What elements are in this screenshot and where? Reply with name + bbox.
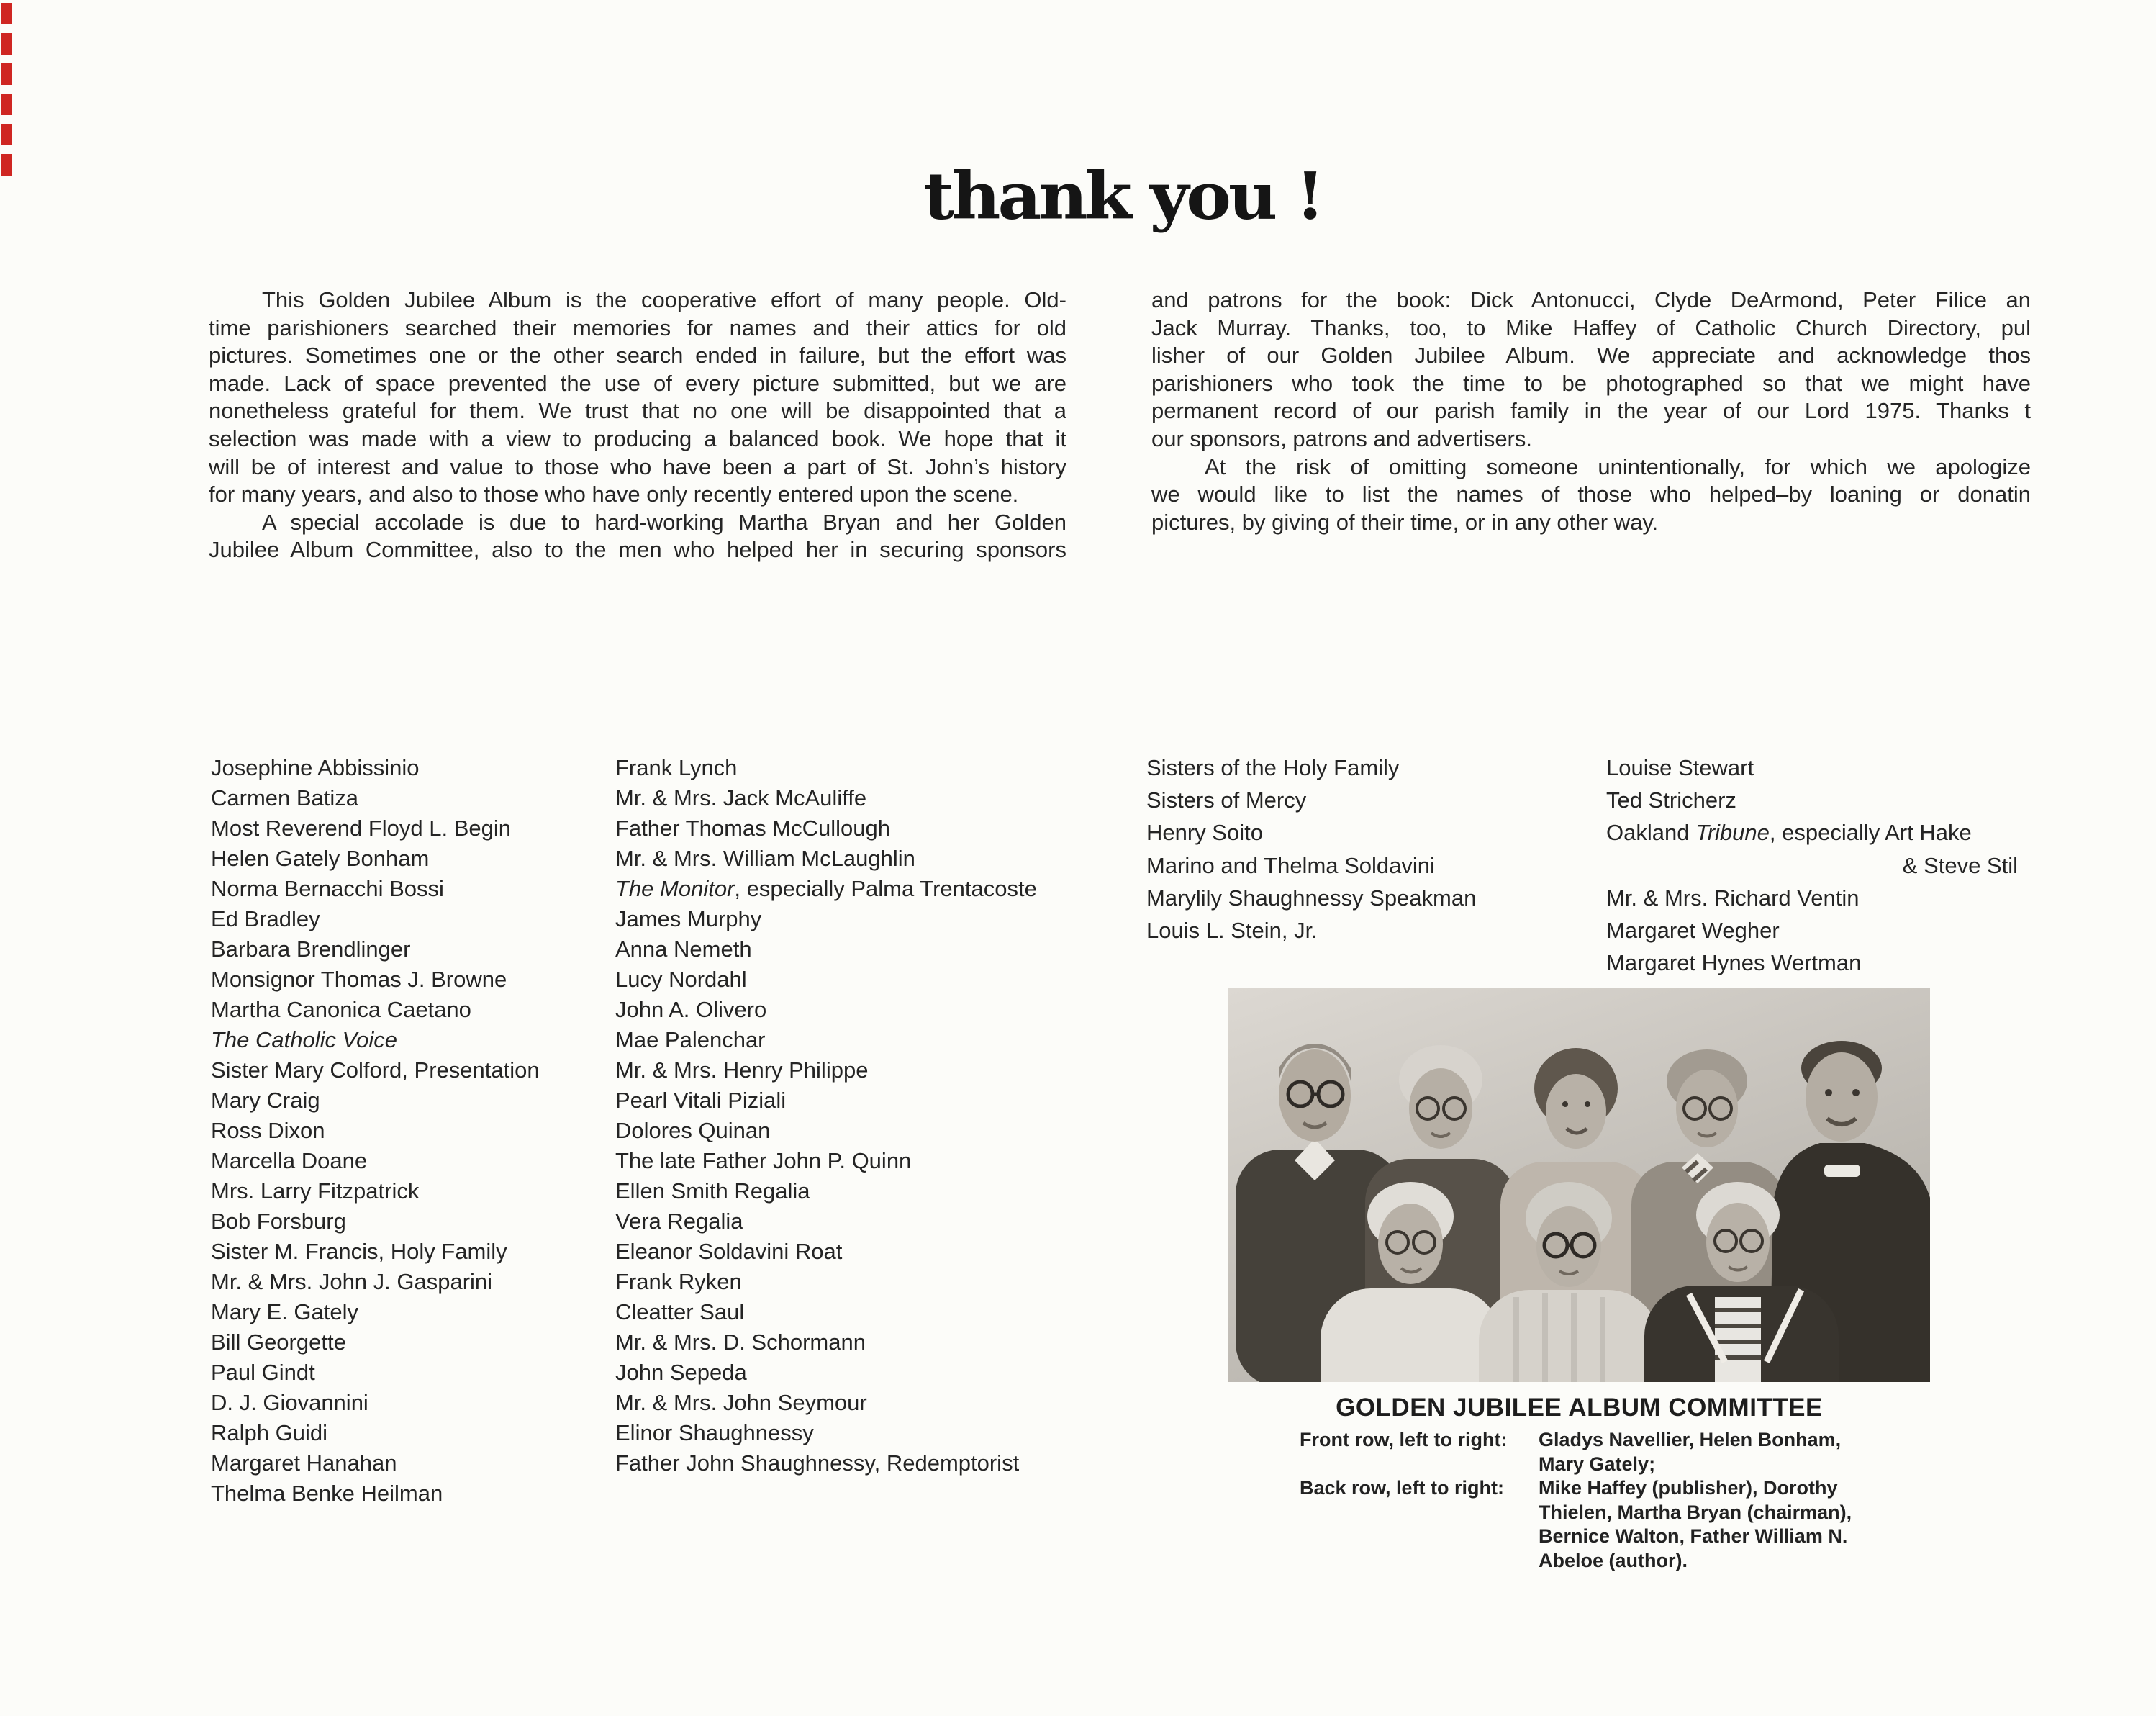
list-item-name: Pearl Vitali Piziali: [615, 1088, 787, 1113]
caption-row-label: Back row, left to right:: [1300, 1477, 1505, 1499]
list-item-name: Ellen Smith Regalia: [615, 1178, 810, 1204]
list-item-name: Mr. & Mrs. John J. Gasparini: [211, 1269, 493, 1294]
names-list-column-3: [1146, 751, 1549, 947]
list-item-name: John Sepeda: [615, 1360, 747, 1385]
photo-caption-title: GOLDEN JUBILEE ALBUM COMMITTEE: [1336, 1394, 1823, 1422]
list-item-name: Mary Craig: [211, 1088, 320, 1113]
text-line: we would like to list the names of those who helped–by loaning or donatin: [1151, 482, 2031, 507]
list-item-name: Dolores Quinan: [615, 1118, 771, 1143]
text-line: pictures, by giving of their time, or in any other way.: [1151, 509, 1659, 535]
list-item-name: Sisters of the Holy Family: [1146, 755, 1400, 780]
text-line: parishioners who took the time to be photographed so that we might have: [1151, 370, 2031, 396]
text-line: A special accolade is due to hard-working Martha Bryan and her Golden: [262, 509, 1066, 535]
list-item-name: Most Reverend Floyd L. Begin: [211, 816, 511, 841]
list-item-name: Eleanor Soldavini Roat: [615, 1239, 843, 1264]
caption-row-names: [1539, 1428, 1841, 1476]
list-item-name: Sister Mary Colford, Presentation: [211, 1057, 540, 1083]
list-item-name: Josephine Abbissinio: [211, 755, 420, 780]
list-item-name: Mr. & Mrs. William McLaughlin: [615, 846, 915, 871]
names-list-column-4: [1606, 751, 2018, 979]
list-item-name: Ed Bradley: [211, 906, 320, 931]
list-item-name: Marino and Thelma Soldavini: [1146, 852, 1435, 878]
scan-artifact-dash: [1, 63, 12, 85]
list-item-name: John A. Olivero: [615, 997, 767, 1022]
text-line: made. Lack of space prevented the use of every picture submitted, but we are: [209, 370, 1066, 396]
list-item-name: Mr. & Mrs. Richard Ventin: [1606, 885, 1860, 911]
list-item-name: Mary E. Gately: [211, 1299, 358, 1324]
text-line: lisher of our Golden Jubilee Album. We appreciate and acknowledge thos: [1151, 343, 2031, 369]
list-item-name: Marylily Shaughnessy Speakman: [1146, 885, 1477, 911]
committee-photo: [1228, 988, 1930, 1382]
caption-line: Thielen, Martha Bryan (chairman),: [1539, 1501, 1852, 1523]
scan-artifact-dash: [1, 154, 12, 176]
list-item-name: Henry Soito: [1146, 820, 1263, 846]
names-list-column-2: [615, 753, 1076, 1478]
list-item-name: The Catholic Voice: [211, 1027, 398, 1052]
list-item-name: Sisters of Mercy: [1146, 787, 1307, 813]
text-line: Jubilee Album Committee, also to the men who helped her in securing sponsors: [209, 537, 1066, 563]
scan-artifact-dash: [1, 33, 12, 55]
list-item-name: Carmen Batiza: [211, 785, 359, 810]
caption-line: Mike Haffey (publisher), Dorothy: [1539, 1477, 1838, 1499]
names-list-column-1: [211, 753, 614, 1509]
scan-artifact-marks: [0, 3, 14, 184]
list-item-name: Helen Gately Bonham: [211, 846, 430, 871]
text-line: our sponsors, patrons and advertisers.: [1151, 425, 1532, 451]
list-item-name: Lucy Nordahl: [615, 967, 747, 992]
photo-caption-credits: [1300, 1428, 1852, 1573]
caption-row-label: Front row, left to right:: [1300, 1429, 1508, 1450]
list-item-name: Martha Canonica Caetano: [211, 997, 471, 1022]
page-title: thank you !: [923, 158, 1323, 235]
list-item-name: Anna Nemeth: [615, 936, 752, 962]
caption-line: Mary Gately;: [1539, 1453, 1656, 1475]
text-line: nonetheless grateful for them. We trust that no one will be disappointed that a: [209, 398, 1066, 424]
list-item-name: Elinor Shaughnessy: [615, 1420, 814, 1445]
scan-artifact-dash: [1, 3, 12, 24]
list-item-name: D. J. Giovannini: [211, 1390, 368, 1415]
list-item-name: Vera Regalia: [615, 1209, 743, 1234]
caption-row: [1300, 1476, 1852, 1573]
text-line: for many years, and also to those who have only recently entered upon the scene.: [209, 482, 1019, 507]
list-item-name: Ross Dixon: [211, 1118, 325, 1143]
text-line: and patrons for the book: Dick Antonucci, Clyde DeArmond, Peter Filice an: [1151, 287, 2031, 312]
list-item-name: Sister M. Francis, Holy Family: [211, 1239, 507, 1264]
caption-line: Bernice Walton, Father William N.: [1539, 1525, 1848, 1547]
list-item-name: Margaret Wegher: [1606, 918, 1780, 944]
text-line: selection was made with a view to producing a balanced book. We hope that it: [209, 425, 1066, 451]
list-item-name: Mr. & Mrs. D. Schormann: [615, 1329, 866, 1355]
list-item-name: Mr. & Mrs. Henry Philippe: [615, 1057, 869, 1083]
list-item-name: Ted Stricherz: [1606, 787, 1736, 813]
list-item-name: Louise Stewart: [1606, 755, 1754, 780]
list-item-name: Oakland Tribune, especially Art Hake: [1606, 820, 1972, 846]
intro-paragraph-left-column: [209, 286, 1066, 564]
list-item-name: Father John Shaughnessy, Redemptorist: [615, 1450, 1020, 1476]
list-item-name: Norma Bernacchi Bossi: [211, 876, 444, 901]
person-silhouette: [1277, 1039, 1352, 1142]
list-item-name: Marcella Doane: [211, 1148, 368, 1173]
text-line: time parishioners searched their memories for names and their attics for old: [209, 315, 1066, 340]
caption-line: Gladys Navellier, Helen Bonham,: [1539, 1429, 1842, 1450]
list-item-name: Frank Ryken: [615, 1269, 742, 1294]
text-line: permanent record of our parish family in the year of our Lord 1975. Thanks t: [1151, 398, 2031, 424]
list-item-name: Margaret Hynes Wertman: [1606, 950, 1862, 976]
scan-artifact-dash: [1, 124, 12, 145]
list-item-name: Cleatter Saul: [615, 1299, 745, 1324]
text-line: This Golden Jubilee Album is the cooperative effort of many people. Old-: [262, 287, 1066, 312]
text-line: pictures. Sometimes one or the other search ended in failure, but the effort was: [209, 343, 1066, 369]
list-item-name: James Murphy: [615, 906, 762, 931]
caption-row: [1300, 1428, 1852, 1476]
caption-row-names: [1539, 1476, 1852, 1573]
list-item-name: Mr. & Mrs. Jack McAuliffe: [615, 785, 867, 810]
intro-paragraph-right-column: [1151, 286, 2031, 536]
list-item-name: The late Father John P. Quinn: [615, 1148, 912, 1173]
list-item-name: Margaret Hanahan: [211, 1450, 397, 1476]
list-item-name: Frank Lynch: [615, 755, 738, 780]
list-item-name: & Steve Stil: [1902, 852, 2018, 878]
list-item-name: The Monitor, especially Palma Trentacoste: [615, 876, 1037, 901]
scan-artifact-dash: [1, 94, 12, 115]
list-item-name: Bill Georgette: [211, 1329, 346, 1355]
list-item-name: Thelma Benke Heilman: [211, 1481, 443, 1506]
list-item-name: Louis L. Stein, Jr.: [1146, 918, 1318, 944]
list-item-name: Father Thomas McCullough: [615, 816, 890, 841]
committee-photo-illustration: [1228, 988, 1930, 1382]
list-item-name: Mae Palenchar: [615, 1027, 766, 1052]
list-item-name: Monsignor Thomas J. Browne: [211, 967, 507, 992]
list-item-name: Paul Gindt: [211, 1360, 315, 1385]
list-item-name: Bob Forsburg: [211, 1209, 346, 1234]
list-item-name: Ralph Guidi: [211, 1420, 327, 1445]
caption-line: Abeloe (author).: [1539, 1549, 1688, 1571]
list-item-name: Mr. & Mrs. John Seymour: [615, 1390, 867, 1415]
text-line: will be of interest and value to those who have been a part of St. John’s history: [209, 453, 1066, 479]
list-item-name: Barbara Brendlinger: [211, 936, 411, 962]
text-line: Jack Murray. Thanks, too, to Mike Haffey of Catholic Church Directory, pul: [1151, 315, 2031, 340]
list-item-name: Mrs. Larry Fitzpatrick: [211, 1178, 420, 1204]
text-line: At the risk of omitting someone unintentionally, for which we apologize: [1205, 453, 2031, 479]
